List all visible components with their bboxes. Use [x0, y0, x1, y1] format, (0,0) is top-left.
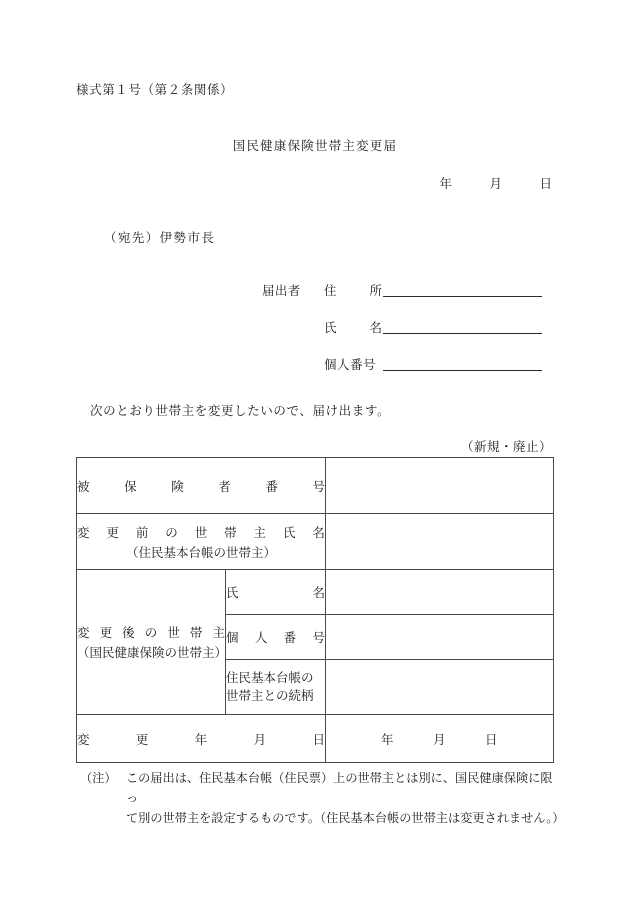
table-row-insured-number	[77, 458, 554, 514]
label-char: 氏	[282, 524, 296, 540]
new-head-name-label-cell	[226, 570, 326, 615]
label-char: 号	[312, 630, 325, 645]
new-head-mynumber-value-cell[interactable]	[326, 615, 554, 660]
address-label-char-2: 所	[369, 283, 382, 298]
addressee: （宛先）伊勢市長	[104, 230, 216, 245]
label-char: 個	[226, 630, 239, 645]
footnote	[80, 768, 565, 828]
label-char: 主	[253, 524, 267, 540]
footnote-text-line-2: て別の世帯主を設定するものです。（住民基本台帳の世帯主は変更されません。）	[126, 811, 565, 826]
footnote-text-line-1: この届出は、住民基本台帳（住民票）上の世帯主とは別に、国民健康保険に限っ	[126, 771, 553, 806]
new-head-mynumber-label	[226, 628, 325, 646]
relationship-value-cell[interactable]	[326, 660, 554, 715]
label-char: 名	[312, 585, 325, 600]
new-head-name-label	[226, 583, 325, 601]
personal-number-field-label: 個人番号	[324, 357, 377, 372]
label-char: 帯	[189, 625, 203, 640]
insured-number-label	[77, 477, 325, 495]
new-head-label	[77, 623, 225, 641]
label-char: 人	[254, 630, 268, 645]
label-char: 帯	[224, 524, 237, 540]
label-char: 険	[171, 478, 184, 494]
applicant-name-row	[262, 318, 542, 355]
label-char: の	[165, 524, 178, 540]
table-row-new-head-name	[77, 570, 554, 615]
lead-statement: 次のとおり世帯主を変更したいので、届け出ます。	[90, 403, 391, 418]
table-row-previous-head	[77, 514, 554, 570]
label-char: 後	[122, 625, 135, 640]
label-char: 更	[106, 524, 119, 540]
change-form-table	[76, 457, 554, 763]
label-char: 変	[77, 524, 90, 540]
new-head-label-cell	[77, 570, 226, 715]
label-char: 主	[212, 625, 225, 640]
name-field-label	[324, 318, 382, 336]
new-head-mynumber-label-cell	[226, 615, 326, 660]
label-char: 号	[312, 478, 325, 494]
previous-head-label-cell	[77, 514, 326, 570]
change-date-label	[77, 730, 325, 748]
name-label-char-1: 氏	[324, 320, 337, 335]
applicant-address-row	[262, 281, 542, 318]
insured-number-label-cell	[77, 458, 326, 514]
label-char: 更	[99, 625, 113, 640]
label-char: 世	[167, 625, 180, 640]
label-char: 氏	[226, 585, 239, 600]
table-row-change-date	[77, 715, 554, 763]
footnote-first-line	[80, 768, 560, 808]
form-number: 様式第１号（第２条関係）	[76, 82, 234, 97]
address-input-rule[interactable]	[383, 281, 542, 297]
address-label-char-1: 住	[324, 283, 337, 298]
new-head-sub-label: （国民健康保険の世帯主）	[77, 645, 228, 660]
change-date-value-cell[interactable]: 年 月 日	[326, 715, 554, 763]
label-char: 世	[194, 524, 208, 540]
label-char: 前	[135, 524, 149, 540]
label-char: 変	[77, 731, 90, 747]
label-char: 番	[265, 478, 278, 494]
label-char: 変	[77, 625, 90, 640]
applicant-group-label: 届出者	[262, 283, 301, 298]
label-char: 保	[124, 478, 137, 494]
previous-head-value-cell[interactable]	[326, 514, 554, 570]
label-char: 名	[312, 524, 325, 540]
name-label-char-2: 名	[369, 320, 382, 335]
label-char: の	[144, 625, 158, 640]
label-char: 月	[253, 731, 267, 747]
submission-date-line: 年 月 日	[439, 176, 552, 191]
previous-head-sub-label: （住民基本台帳の世帯主）	[125, 544, 276, 560]
footnote-marker: （注）	[80, 771, 117, 785]
label-char: 被	[77, 478, 90, 494]
insured-number-value-cell[interactable]	[326, 458, 554, 514]
address-field-label	[324, 281, 382, 299]
name-input-rule[interactable]	[383, 318, 542, 334]
relationship-label-line-2: 世帯主との続柄	[226, 688, 314, 703]
previous-head-label	[77, 523, 325, 541]
new-head-name-value-cell[interactable]	[326, 570, 554, 615]
status-selection-note: （新規・廃止）	[460, 439, 552, 454]
change-date-label-cell	[77, 715, 326, 763]
page-title: 国民健康保険世帯主変更届	[232, 138, 398, 153]
label-char: 更	[135, 731, 149, 747]
label-char: 日	[312, 731, 325, 747]
relationship-label-line-1: 住民基本台帳の	[226, 669, 314, 685]
label-char: 番	[283, 630, 297, 645]
applicant-mynumber-row	[262, 355, 542, 392]
relationship-label-cell	[226, 660, 326, 715]
applicant-block	[262, 281, 542, 392]
label-char: 者	[218, 478, 231, 494]
label-char: 年	[194, 731, 208, 747]
personal-number-input-rule[interactable]	[383, 355, 542, 371]
